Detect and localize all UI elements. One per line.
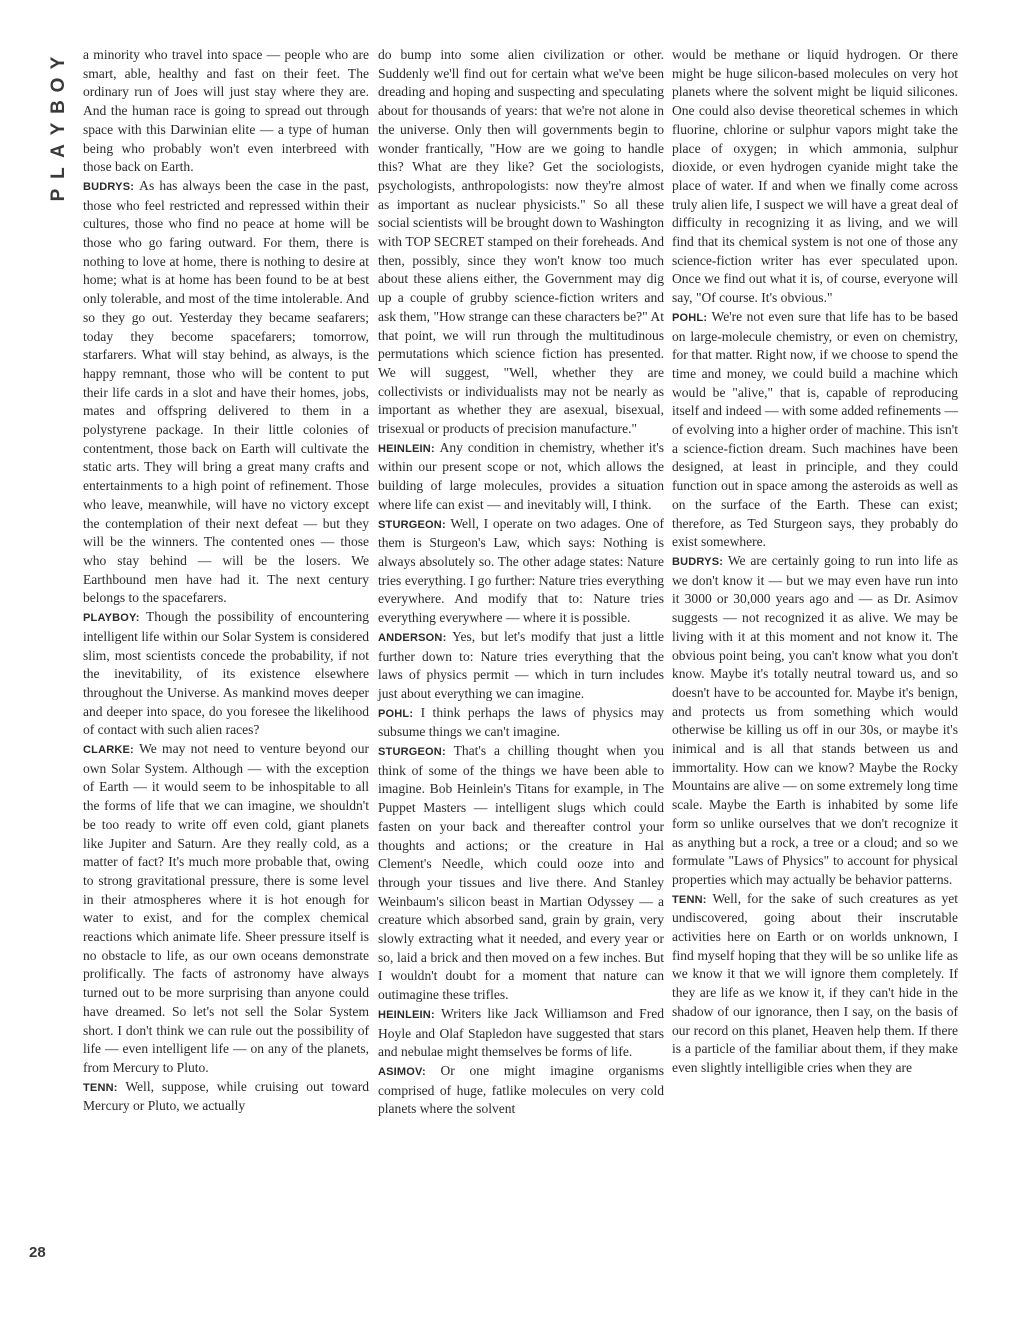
paragraph: [378, 704, 664, 742]
paragraph-text: As has always been the case in the past, those who feel restricted and repressed within their cultures, those who find no peace at home will be those who go faring outward. For them, there is nothing to love at home, there is nothing to desire at home; what is at home has been found to be at best only tolerable, and most of the time intolerable. And so they go out. Yesterday they became seafarers; today they become spacefarers; tomorrow, starfarers. What will stay behind, as always, is the happy remnant, those who will be content to put their life cards in a slot and have their homes, jobs, mates and offspring delivered to them in a polystyrene package. In their little colonies of contentment, those back on Earth will cultivate the static arts. They will bring a great many crafts and entertainments to a high point of refinement. Those who leave, meanwhile, will have no victory except the contemplation of their next defeat — but they will be the winners. The contented ones — those who stay behind — will be the losers. We Earthbound men have had it. The next century belongs to the spacefarers.: [83, 177, 369, 606]
masthead-letter: A: [48, 144, 69, 158]
column-2: [378, 46, 664, 1119]
speaker-label: CLARKE :: [83, 744, 139, 756]
paragraph: [83, 608, 369, 740]
masthead-letter: L: [48, 167, 69, 179]
speaker-label: PLAYBOY :: [83, 612, 146, 624]
paragraph-text: Or one might imagine organisms comprised of huge, fatlike molecules on very cold planets where the solvent: [378, 1062, 664, 1117]
paragraph-text: I think perhaps the laws of physics may subsume things we can't imagine.: [378, 704, 665, 740]
paragraph-text: Well, I operate on two adages. One of them is Sturgeon's Law, which says: Nothing is always absolutely so. The other adage states: Nature tries everything. I go further: Nature tries everything everywhere. And modify that to: Nature tries everything everywhere — where it is possible.: [378, 515, 664, 626]
masthead-letter: Y: [48, 56, 69, 70]
paragraph-text: do bump into some alien civilization or other. Suddenly we'll find out for certain what we've been dreading and hoping and suspecting and speculating about for thousands of years: that we're not alone in the universe. Only then will governments begin to wonder frantically, "How are we going to handle this? What are they like? Get the sociologists, psychologists, anthropologists: now they're almost as important as nuclear physicists." So all these social scientists will be brought down to Washington with TOP SECRET stamped on their foreheads. And then, possibly, since they won't know too much about these aliens either, the Government may dig up a couple of grubby science-fiction writers and ask them, "How strange can these characters be?" At that point, we will run through the multitudinous permutations which science fiction has presented. We will suggest, "Well, whether they are collectivists or individualists may not be nearly as important as whether they are asexual, bisexual, trisexual or products of precision manufacture.": [378, 47, 664, 437]
paragraph: [83, 740, 369, 1078]
paragraph: [672, 308, 958, 552]
paragraph-text: Though the possibility of encountering intelligent life within our Solar System is considered slim, most scientists concede the probability, if not the inevitability, of its existence elsewhere throughout the Universe. As mankind moves deeper and deeper into space, do you foresee the likelihood of contact with such alien races?: [83, 609, 370, 738]
paragraph: [378, 439, 664, 515]
paragraph: [378, 628, 664, 704]
masthead-letter: O: [48, 77, 69, 93]
paragraph: [378, 1005, 664, 1062]
paragraph-text: Writers like Jack Williamson and Fred Hoyle and Olaf Stapledon have suggested that stars and nebulae might themselves be forms of life.: [378, 1005, 664, 1060]
speaker-label: STURGEON :: [378, 519, 450, 531]
paragraph-text: Well, for the sake of such creatures as yet undiscovered, going about their inscrutable activities here on Earth or on worlds unknown, I find myself hoping that they will be so unlike life as we know it that we will ignore them completely. If they are life as we know it, if they can't hide in the shadow of our ignorance, then I say, on the basis of our record on this planet, Heaven help them. If there is a particle of the familiar about them, if they make even slightly intelligible cries when they are: [672, 890, 958, 1075]
masthead: [46, 52, 72, 206]
speaker-label: ANDERSON :: [378, 632, 452, 644]
paragraph: [83, 1078, 369, 1116]
paragraph-text: We are certainly going to run into life as we don't know it — but we may even have run into it 3000 or 30,000 years ago and — as Dr. Asimov suggests — not recognized it as alive. We may be living with it at this moment and not know it. The obvious point being, you can't know what you don't know. Maybe it's totally neutral toward us, and so doesn't have to be accounted for. Maybe it's benign, and protects us from something which would otherwise be killing us off in our 30s, or maybe it's inimical and is all that stands between us and immortality. How can we know? Maybe the Rocky Mountains are alive — on some extremely long time scale. Maybe the Earth is inhabited by some life form so unlike ourselves that we don't recognize it as anything but a rock, a tree or a cloud; and so we formulate "Laws of Physics" to account for physical properties which may actually be behavior patterns.: [672, 552, 958, 887]
speaker-label: HEINLEIN :: [378, 1009, 441, 1021]
speaker-label: HEINLEIN :: [378, 443, 440, 455]
paragraph-text: Any condition in chemistry, whether it's within our present scope or not, which allows the building of large molecules, provides a situation where life can exist — and inevitably will, I think.: [378, 439, 664, 512]
column-3: [672, 46, 958, 1078]
speaker-label: STURGEON :: [378, 746, 454, 758]
paragraph-text: would be methane or liquid hydrogen. Or there might be huge silicon-based molecules on very hot planets where the solvent might be liquid silicones. One could also devise theoretical schemes in which fluorine, chlorine or sulphur vapors might take the place of oxygen; in which ammonia, sulphur dioxide, or even hydrogen cyanide might take the place of water. If and when we finally come across truly alien life, I suspect we will have a great deal of difficulty in recognizing it as living, and we will find that its chemical system is not one of those any science-fiction writer has ever speculated upon. Once we find out what it is, of course, everyone will say, "Of course. It's obvious.": [672, 47, 958, 306]
paragraph: [378, 515, 664, 628]
speaker-label: BUDRYS :: [672, 556, 728, 568]
paragraph-text: That's a chilling thought when you think of some of the things we have been able to imagine. Bob Heinlein's Titans for example, in The Puppet Masters — intelligent slugs which could fasten on your back and thereafter control your thoughts and actions; or the creature in Hal Clement's Needle, which could ooze into and through your tissues and live there. And Stanley Weinbaum's silicon beast in Martian Odyssey — a creature which absorbed sand, grain by grain, very slowly extracting what it needed, and every year or so, laid a brick and then moved on a few inches. But I wouldn't doubt for a moment that nature can outimagine these trifles.: [378, 743, 664, 1003]
paragraph-text: We may not need to venture beyond our own Solar System. Although — with the exception of Earth — it would seem to be inhospitable to all the forms of life that we can imagine, we shouldn't be too ready to write off even cold, giant planets like Jupiter and Saturn. Are they really cold, as a matter of fact? It's much more probable that, owing to strong gravitational pressure, there is some level in their atmospheres where it is hot enough for water to exist, and for the complex chemical reactions which animate life. Sheer pressure itself is no obstacle to life, as our own oceans demonstrate prolifically. The facts of astronomy have always turned out to be more surprising than anyone could have dreamed. So let's not sell the Solar System short. I don't think we can rule out the possibility of life — even intelligent life — on any of the planets, from Mercury to Pluto.: [83, 741, 369, 1075]
speaker-label: POHL :: [672, 312, 712, 324]
paragraph: [672, 552, 958, 890]
speaker-label: TENN :: [672, 894, 712, 906]
masthead-letter: Y: [48, 122, 69, 136]
paragraph: [83, 177, 369, 608]
page-number: 28: [29, 1244, 46, 1261]
paragraph: [378, 46, 664, 439]
speaker-label: BUDRYS :: [83, 181, 139, 193]
masthead-letter: P: [48, 188, 69, 202]
paragraph: [378, 1062, 664, 1119]
paragraph-text: We're not even sure that life has to be based on large-molecule chemistry, or even on chemistry, for that matter. Right now, if we choose to spend the time and money, we could build a machine which would be "alive," that is, capable of reproducing itself and indeed — with some added refinements — of evolving into a higher order of machine. This isn't a science-fiction dream. Such machines have been designed, at least in principle, and they could function out in space among the asteroids as well as on the surface of the Earth. These can exist; therefore, as Ted Sturgeon says, they probably do exist somewhere.: [672, 308, 958, 550]
column-1: [83, 46, 369, 1116]
paragraph: [672, 46, 958, 308]
masthead-letter: B: [48, 100, 69, 114]
paragraph-text: Yes, but let's modify that just a little further down to: Nature tries everything that the laws of physics permit — which in turn includes just about everything we can imagine.: [378, 628, 665, 701]
speaker-label: TENN :: [83, 1082, 125, 1094]
paragraph: [672, 890, 958, 1078]
speaker-label: POHL :: [378, 708, 421, 720]
speaker-label: ASIMOV :: [378, 1066, 440, 1078]
paragraph: [83, 46, 369, 177]
paragraph: [378, 742, 664, 1005]
paragraph-text: a minority who travel into space — people who are smart, able, healthy and fast on their feet. The ordinary run of Joes will just stay where they are. And the human race is going to spread out through space with this Darwinian elite — a type of human being who probably won't even interbreed with those back on Earth.: [83, 47, 369, 175]
paragraph-text: Well, suppose, while cruising out toward Mercury or Pluto, we actually: [83, 1078, 369, 1114]
